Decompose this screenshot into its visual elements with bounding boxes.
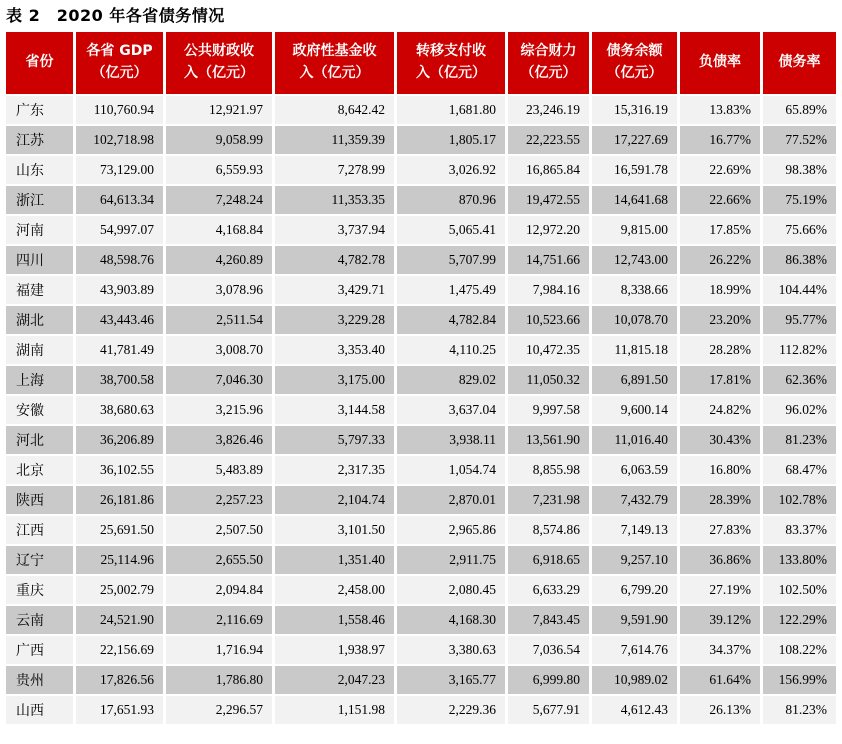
column-header-fund_revenue bbox=[275, 32, 394, 94]
gdp-cell: 43,443.46 bbox=[76, 306, 163, 334]
comprehensive-cell: 7,036.54 bbox=[508, 636, 589, 664]
liability_rate-cell: 28.39% bbox=[680, 486, 760, 514]
province-cell: 湖南 bbox=[6, 336, 73, 364]
debt_rate-cell: 108.22% bbox=[763, 636, 836, 664]
liability_rate-cell: 13.83% bbox=[680, 96, 760, 124]
public_revenue-cell: 1,716.94 bbox=[166, 636, 272, 664]
gdp-cell: 48,598.76 bbox=[76, 246, 163, 274]
fund_revenue-cell: 2,458.00 bbox=[275, 576, 394, 604]
transfer_income-cell: 2,870.01 bbox=[397, 486, 505, 514]
column-header-comprehensive-line1: 综合财力 bbox=[520, 43, 577, 60]
transfer_income-cell: 2,080.45 bbox=[397, 576, 505, 604]
liability_rate-cell: 23.20% bbox=[680, 306, 760, 334]
fund_revenue-cell: 3,101.50 bbox=[275, 516, 394, 544]
gdp-cell: 25,002.79 bbox=[76, 576, 163, 604]
transfer_income-cell: 870.96 bbox=[397, 186, 505, 214]
province-cell: 安徽 bbox=[6, 396, 73, 424]
table-header bbox=[6, 32, 836, 94]
fund_revenue-cell: 1,558.46 bbox=[275, 606, 394, 634]
comprehensive-cell: 16,865.84 bbox=[508, 156, 589, 184]
comprehensive-cell: 14,751.66 bbox=[508, 246, 589, 274]
transfer_income-cell: 829.02 bbox=[397, 366, 505, 394]
debt_rate-cell: 65.89% bbox=[763, 96, 836, 124]
comprehensive-cell: 6,633.29 bbox=[508, 576, 589, 604]
liability_rate-cell: 36.86% bbox=[680, 546, 760, 574]
debt_balance-cell: 7,149.13 bbox=[592, 516, 677, 544]
transfer_income-cell: 2,965.86 bbox=[397, 516, 505, 544]
gdp-cell: 38,700.58 bbox=[76, 366, 163, 394]
comprehensive-cell: 5,677.91 bbox=[508, 696, 589, 724]
debt_balance-cell: 8,338.66 bbox=[592, 276, 677, 304]
liability_rate-cell: 18.99% bbox=[680, 276, 760, 304]
province-cell: 浙江 bbox=[6, 186, 73, 214]
comprehensive-cell: 11,050.32 bbox=[508, 366, 589, 394]
public_revenue-cell: 2,507.50 bbox=[166, 516, 272, 544]
fund_revenue-cell: 1,938.97 bbox=[275, 636, 394, 664]
transfer_income-cell: 3,380.63 bbox=[397, 636, 505, 664]
liability_rate-cell: 22.69% bbox=[680, 156, 760, 184]
table-caption: 表 2 2020 年各省债务情况 bbox=[6, 6, 225, 25]
province-cell: 辽宁 bbox=[6, 546, 73, 574]
debt_rate-cell: 83.37% bbox=[763, 516, 836, 544]
debt_balance-cell: 16,591.78 bbox=[592, 156, 677, 184]
liability_rate-cell: 27.83% bbox=[680, 516, 760, 544]
public_revenue-cell: 2,296.57 bbox=[166, 696, 272, 724]
debt_balance-cell: 12,743.00 bbox=[592, 246, 677, 274]
fund_revenue-cell: 8,642.42 bbox=[275, 96, 394, 124]
comprehensive-cell: 7,984.16 bbox=[508, 276, 589, 304]
transfer_income-cell: 3,637.04 bbox=[397, 396, 505, 424]
table-row-山东 bbox=[6, 156, 836, 184]
debt_rate-cell: 75.19% bbox=[763, 186, 836, 214]
column-header-transfer_income-line1: 转移支付收 bbox=[416, 43, 486, 60]
debt_rate-cell: 102.78% bbox=[763, 486, 836, 514]
gdp-cell: 25,114.96 bbox=[76, 546, 163, 574]
province-cell: 河南 bbox=[6, 216, 73, 244]
debt_rate-cell: 96.02% bbox=[763, 396, 836, 424]
column-header-debt_rate-line1: 债务率 bbox=[778, 54, 821, 71]
public_revenue-cell: 4,260.89 bbox=[166, 246, 272, 274]
transfer_income-cell: 2,229.36 bbox=[397, 696, 505, 724]
debt_balance-cell: 14,641.68 bbox=[592, 186, 677, 214]
transfer_income-cell: 4,782.84 bbox=[397, 306, 505, 334]
public_revenue-cell: 6,559.93 bbox=[166, 156, 272, 184]
province-cell: 陕西 bbox=[6, 486, 73, 514]
transfer_income-cell: 1,681.80 bbox=[397, 96, 505, 124]
debt_rate-cell: 77.52% bbox=[763, 126, 836, 154]
transfer_income-cell: 3,938.11 bbox=[397, 426, 505, 454]
province-cell: 湖北 bbox=[6, 306, 73, 334]
province-cell: 贵州 bbox=[6, 666, 73, 694]
liability_rate-cell: 28.28% bbox=[680, 336, 760, 364]
comprehensive-cell: 22,223.55 bbox=[508, 126, 589, 154]
fund_revenue-cell: 2,104.74 bbox=[275, 486, 394, 514]
fund_revenue-cell: 3,737.94 bbox=[275, 216, 394, 244]
debt_balance-cell: 10,078.70 bbox=[592, 306, 677, 334]
gdp-cell: 38,680.63 bbox=[76, 396, 163, 424]
debt_rate-cell: 156.99% bbox=[763, 666, 836, 694]
transfer_income-cell: 1,475.49 bbox=[397, 276, 505, 304]
fund_revenue-cell: 7,278.99 bbox=[275, 156, 394, 184]
column-header-fund_revenue-line2: 入（亿元） bbox=[299, 65, 370, 81]
debt_balance-cell: 11,016.40 bbox=[592, 426, 677, 454]
province-cell: 河北 bbox=[6, 426, 73, 454]
comprehensive-cell: 10,472.35 bbox=[508, 336, 589, 364]
transfer_income-cell: 5,065.41 bbox=[397, 216, 505, 244]
comprehensive-cell: 23,246.19 bbox=[508, 96, 589, 124]
comprehensive-cell: 8,574.86 bbox=[508, 516, 589, 544]
debt_balance-cell: 6,063.59 bbox=[592, 456, 677, 484]
debt_rate-cell: 98.38% bbox=[763, 156, 836, 184]
province-cell: 山西 bbox=[6, 696, 73, 724]
liability_rate-cell: 24.82% bbox=[680, 396, 760, 424]
table-row-福建 bbox=[6, 276, 836, 304]
comprehensive-cell: 12,972.20 bbox=[508, 216, 589, 244]
public_revenue-cell: 1,786.80 bbox=[166, 666, 272, 694]
public_revenue-cell: 7,248.24 bbox=[166, 186, 272, 214]
debt_rate-cell: 68.47% bbox=[763, 456, 836, 484]
liability_rate-cell: 26.13% bbox=[680, 696, 760, 724]
debt_rate-cell: 86.38% bbox=[763, 246, 836, 274]
table-row-陕西 bbox=[6, 486, 836, 514]
public_revenue-cell: 3,826.46 bbox=[166, 426, 272, 454]
column-header-fund_revenue-line1: 政府性基金收 bbox=[292, 43, 377, 60]
debt_balance-cell: 7,432.79 bbox=[592, 486, 677, 514]
table-row-贵州 bbox=[6, 666, 836, 694]
table-row-山西 bbox=[6, 696, 836, 724]
fund_revenue-cell: 5,797.33 bbox=[275, 426, 394, 454]
gdp-cell: 54,997.07 bbox=[76, 216, 163, 244]
liability_rate-cell: 17.81% bbox=[680, 366, 760, 394]
debt_balance-cell: 17,227.69 bbox=[592, 126, 677, 154]
transfer_income-cell: 4,110.25 bbox=[397, 336, 505, 364]
debt_balance-cell: 6,799.20 bbox=[592, 576, 677, 604]
debt_rate-cell: 122.29% bbox=[763, 606, 836, 634]
province-cell: 四川 bbox=[6, 246, 73, 274]
debt_rate-cell: 133.80% bbox=[763, 546, 836, 574]
gdp-cell: 110,760.94 bbox=[76, 96, 163, 124]
column-header-public_revenue bbox=[166, 32, 272, 94]
debt_balance-cell: 6,891.50 bbox=[592, 366, 677, 394]
column-header-comprehensive-line2: （亿元） bbox=[520, 65, 577, 81]
table-row-广西 bbox=[6, 636, 836, 664]
liability_rate-cell: 16.77% bbox=[680, 126, 760, 154]
transfer_income-cell: 3,026.92 bbox=[397, 156, 505, 184]
debt_rate-cell: 75.66% bbox=[763, 216, 836, 244]
table-row-北京 bbox=[6, 456, 836, 484]
comprehensive-cell: 10,523.66 bbox=[508, 306, 589, 334]
public_revenue-cell: 4,168.84 bbox=[166, 216, 272, 244]
liability_rate-cell: 27.19% bbox=[680, 576, 760, 604]
gdp-cell: 24,521.90 bbox=[76, 606, 163, 634]
comprehensive-cell: 8,855.98 bbox=[508, 456, 589, 484]
liability_rate-cell: 22.66% bbox=[680, 186, 760, 214]
public_revenue-cell: 2,116.69 bbox=[166, 606, 272, 634]
column-header-transfer_income bbox=[397, 32, 505, 94]
table-row-浙江 bbox=[6, 186, 836, 214]
gdp-cell: 25,691.50 bbox=[76, 516, 163, 544]
comprehensive-cell: 6,999.80 bbox=[508, 666, 589, 694]
table-row-江苏 bbox=[6, 126, 836, 154]
gdp-cell: 43,903.89 bbox=[76, 276, 163, 304]
table-row-上海 bbox=[6, 366, 836, 394]
column-header-liability_rate-line1: 负债率 bbox=[699, 54, 741, 71]
comprehensive-cell: 9,997.58 bbox=[508, 396, 589, 424]
transfer_income-cell: 2,911.75 bbox=[397, 546, 505, 574]
public_revenue-cell: 3,078.96 bbox=[166, 276, 272, 304]
province-cell: 江西 bbox=[6, 516, 73, 544]
column-header-public_revenue-line2: 入（亿元） bbox=[184, 65, 254, 81]
province-cell: 云南 bbox=[6, 606, 73, 634]
column-header-debt_balance-line1: 债务余额 bbox=[606, 43, 663, 60]
public_revenue-cell: 5,483.89 bbox=[166, 456, 272, 484]
province-cell: 北京 bbox=[6, 456, 73, 484]
gdp-cell: 102,718.98 bbox=[76, 126, 163, 154]
public_revenue-cell: 2,094.84 bbox=[166, 576, 272, 604]
header-row bbox=[6, 32, 836, 94]
column-header-gdp bbox=[76, 32, 163, 94]
liability_rate-cell: 39.12% bbox=[680, 606, 760, 634]
liability_rate-cell: 26.22% bbox=[680, 246, 760, 274]
liability_rate-cell: 17.85% bbox=[680, 216, 760, 244]
table-row-江西 bbox=[6, 516, 836, 544]
province-cell: 重庆 bbox=[6, 576, 73, 604]
province-cell: 广东 bbox=[6, 96, 73, 124]
debt_balance-cell: 9,600.14 bbox=[592, 396, 677, 424]
column-header-province bbox=[6, 32, 73, 94]
liability_rate-cell: 16.80% bbox=[680, 456, 760, 484]
fund_revenue-cell: 1,151.98 bbox=[275, 696, 394, 724]
debt_balance-cell: 11,815.18 bbox=[592, 336, 677, 364]
fund_revenue-cell: 3,429.71 bbox=[275, 276, 394, 304]
fund_revenue-cell: 3,144.58 bbox=[275, 396, 394, 424]
table-row-辽宁 bbox=[6, 546, 836, 574]
comprehensive-cell: 13,561.90 bbox=[508, 426, 589, 454]
debt_balance-cell: 10,989.02 bbox=[592, 666, 677, 694]
gdp-cell: 17,826.56 bbox=[76, 666, 163, 694]
debt_balance-cell: 9,591.90 bbox=[592, 606, 677, 634]
gdp-cell: 36,102.55 bbox=[76, 456, 163, 484]
gdp-cell: 36,206.89 bbox=[76, 426, 163, 454]
public_revenue-cell: 7,046.30 bbox=[166, 366, 272, 394]
column-header-gdp-line2: （亿元） bbox=[91, 65, 148, 81]
liability_rate-cell: 30.43% bbox=[680, 426, 760, 454]
debt_balance-cell: 9,815.00 bbox=[592, 216, 677, 244]
table-row-湖南 bbox=[6, 336, 836, 364]
public_revenue-cell: 12,921.97 bbox=[166, 96, 272, 124]
table-row-重庆 bbox=[6, 576, 836, 604]
fund_revenue-cell: 11,359.39 bbox=[275, 126, 394, 154]
table-row-河北 bbox=[6, 426, 836, 454]
column-header-comprehensive bbox=[508, 32, 589, 94]
public_revenue-cell: 3,008.70 bbox=[166, 336, 272, 364]
transfer_income-cell: 1,805.17 bbox=[397, 126, 505, 154]
fund_revenue-cell: 3,175.00 bbox=[275, 366, 394, 394]
province-cell: 广西 bbox=[6, 636, 73, 664]
column-header-transfer_income-line2: 入（亿元） bbox=[416, 65, 486, 81]
table-body bbox=[6, 96, 836, 724]
table-row-湖北 bbox=[6, 306, 836, 334]
public_revenue-cell: 2,257.23 bbox=[166, 486, 272, 514]
gdp-cell: 22,156.69 bbox=[76, 636, 163, 664]
debt_rate-cell: 62.36% bbox=[763, 366, 836, 394]
debt_balance-cell: 7,614.76 bbox=[592, 636, 677, 664]
fund_revenue-cell: 2,047.23 bbox=[275, 666, 394, 694]
public_revenue-cell: 2,655.50 bbox=[166, 546, 272, 574]
fund_revenue-cell: 1,351.40 bbox=[275, 546, 394, 574]
comprehensive-cell: 19,472.55 bbox=[508, 186, 589, 214]
fund_revenue-cell: 3,353.40 bbox=[275, 336, 394, 364]
debt_balance-cell: 4,612.43 bbox=[592, 696, 677, 724]
transfer_income-cell: 4,168.30 bbox=[397, 606, 505, 634]
comprehensive-cell: 7,231.98 bbox=[508, 486, 589, 514]
province-cell: 山东 bbox=[6, 156, 73, 184]
debt_rate-cell: 112.82% bbox=[763, 336, 836, 364]
gdp-cell: 64,613.34 bbox=[76, 186, 163, 214]
comprehensive-cell: 6,918.65 bbox=[508, 546, 589, 574]
comprehensive-cell: 7,843.45 bbox=[508, 606, 589, 634]
table-row-四川 bbox=[6, 246, 836, 274]
provincial-debt-table bbox=[3, 30, 839, 726]
fund_revenue-cell: 3,229.28 bbox=[275, 306, 394, 334]
gdp-cell: 26,181.86 bbox=[76, 486, 163, 514]
table-row-广东 bbox=[6, 96, 836, 124]
debt_balance-cell: 15,316.19 bbox=[592, 96, 677, 124]
table-row-云南 bbox=[6, 606, 836, 634]
transfer_income-cell: 1,054.74 bbox=[397, 456, 505, 484]
transfer_income-cell: 3,165.77 bbox=[397, 666, 505, 694]
column-header-liability_rate bbox=[680, 32, 760, 94]
debt_rate-cell: 81.23% bbox=[763, 426, 836, 454]
fund_revenue-cell: 2,317.35 bbox=[275, 456, 394, 484]
table-row-安徽 bbox=[6, 396, 836, 424]
column-header-gdp-line1: 各省 GDP bbox=[86, 43, 153, 60]
column-header-debt_balance bbox=[592, 32, 677, 94]
column-header-debt_balance-line2: （亿元） bbox=[606, 65, 663, 81]
gdp-cell: 73,129.00 bbox=[76, 156, 163, 184]
public_revenue-cell: 3,215.96 bbox=[166, 396, 272, 424]
debt_rate-cell: 102.50% bbox=[763, 576, 836, 604]
column-header-province-line1: 省份 bbox=[25, 54, 54, 71]
column-header-public_revenue-line1: 公共财政收 bbox=[184, 43, 254, 60]
gdp-cell: 41,781.49 bbox=[76, 336, 163, 364]
province-cell: 福建 bbox=[6, 276, 73, 304]
public_revenue-cell: 2,511.54 bbox=[166, 306, 272, 334]
province-cell: 江苏 bbox=[6, 126, 73, 154]
liability_rate-cell: 61.64% bbox=[680, 666, 760, 694]
debt_rate-cell: 95.77% bbox=[763, 306, 836, 334]
column-header-debt_rate bbox=[763, 32, 836, 94]
fund_revenue-cell: 11,353.35 bbox=[275, 186, 394, 214]
debt_rate-cell: 104.44% bbox=[763, 276, 836, 304]
liability_rate-cell: 34.37% bbox=[680, 636, 760, 664]
debt_balance-cell: 9,257.10 bbox=[592, 546, 677, 574]
debt_rate-cell: 81.23% bbox=[763, 696, 836, 724]
table-row-河南 bbox=[6, 216, 836, 244]
transfer_income-cell: 5,707.99 bbox=[397, 246, 505, 274]
public_revenue-cell: 9,058.99 bbox=[166, 126, 272, 154]
fund_revenue-cell: 4,782.78 bbox=[275, 246, 394, 274]
gdp-cell: 17,651.93 bbox=[76, 696, 163, 724]
province-cell: 上海 bbox=[6, 366, 73, 394]
